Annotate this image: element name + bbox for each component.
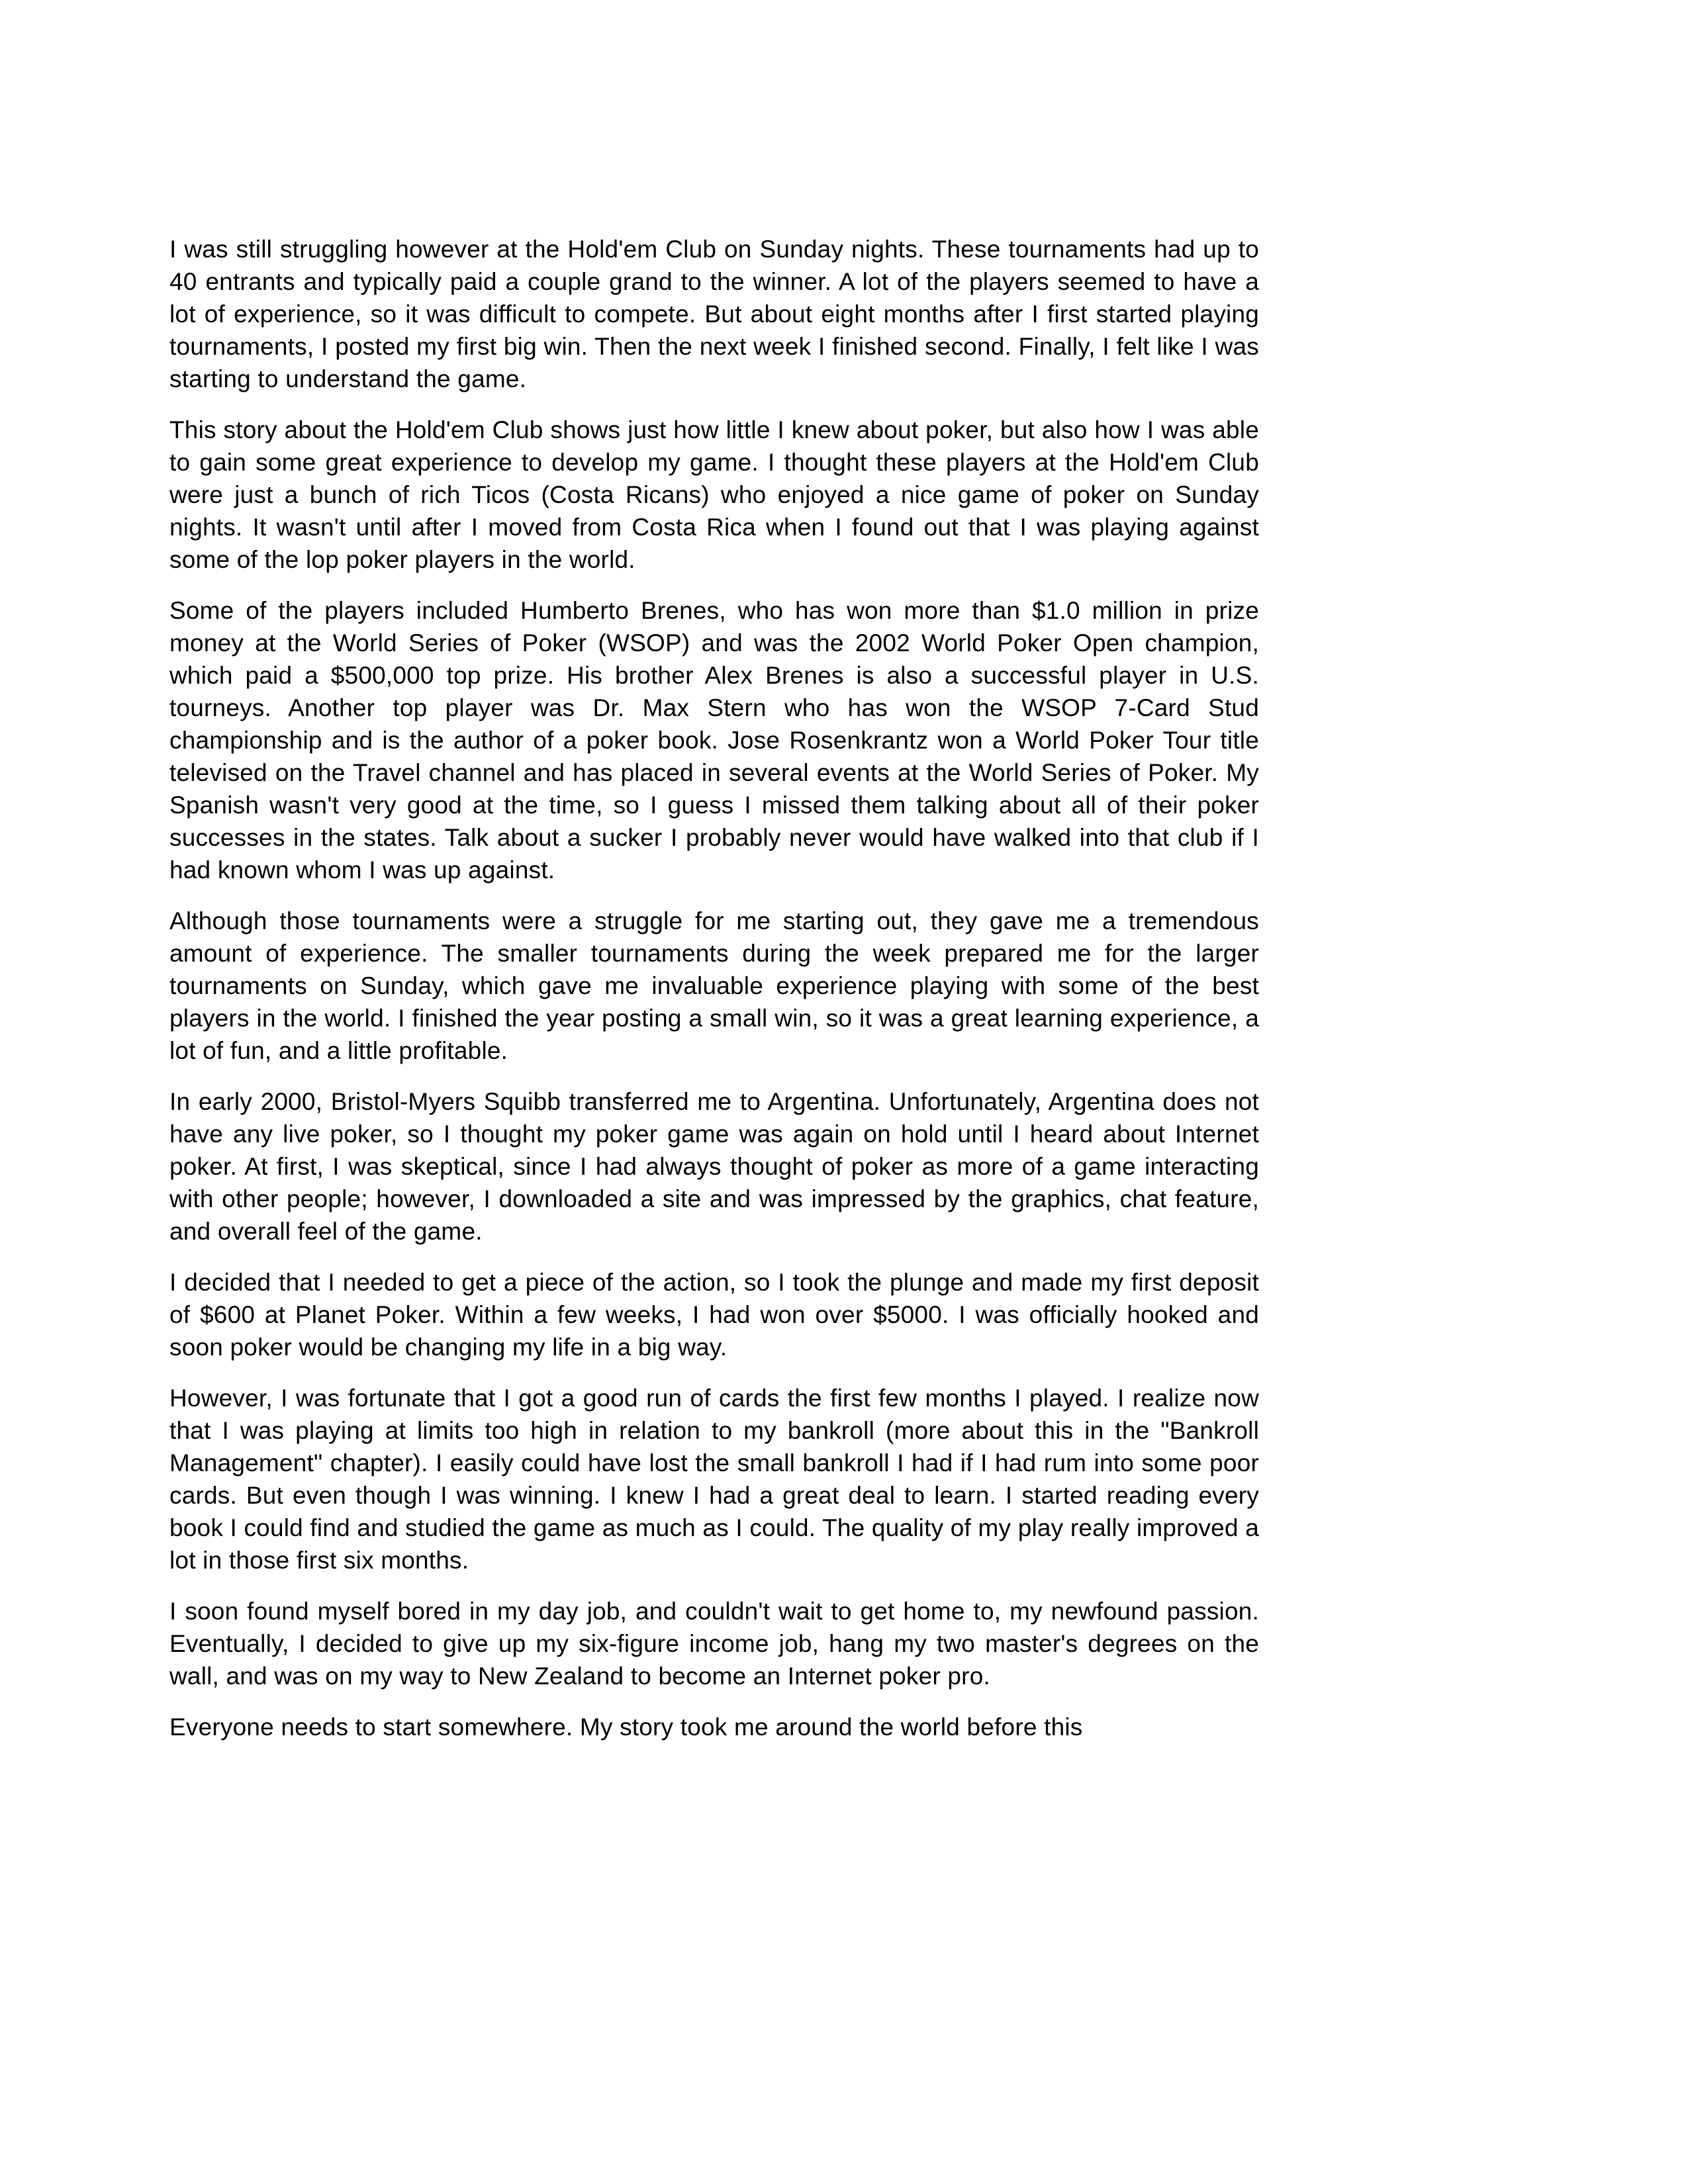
paragraph: This story about the Hold'em Club shows just how little I knew about poker, but also how I was able to gain some great experience to develop my game. I thought these players at the Hold'em Club were just a bunch of rich Ticos (Costa Ricans) who enjoyed a nice game of poker on Sunday nights. It wasn't until after I moved from Costa Rica when I found out that I was playing against some of the lop poker players in the world. — [169, 416, 1259, 573]
paragraph: I soon found myself bored in my day job, and couldn't wait to get home to, my newfound passion. Eventually, I decided to give up my six-figure income job, hang my two master's degrees on the wall, and was on my way to New Zealand to become an Internet poker pro. — [169, 1598, 1259, 1690]
paragraph: In early 2000, Bristol-Myers Squibb transferred me to Argentina. Unfortunately, Argentina does not have any live poker, so I thought my poker game was again on hold until I heard about Internet poker. At first, I was skeptical, since I had always thought of poker as more of a game interacting with other people; however, I downloaded a site and was impressed by the graphics, chat feature, and overall feel of the game. — [169, 1088, 1259, 1245]
paragraph: Although those tournaments were a struggle for me starting out, they gave me a tremendous amount of experience. The smaller tournaments during the week prepared me for the larger tournaments on Sunday, which gave me invaluable experience playing with some of the best players in the world. I finished the year posting a small win, so it was a great learning experience, a lot of fun, and a little profitable. — [169, 907, 1259, 1064]
text-column — [169, 233, 1259, 1762]
paragraph: Some of the players included Humberto Brenes, who has won more than $1.0 million in prize money at the World Series of Poker (WSOP) and was the 2002 World Poker Open champion, which paid a $500,000 top prize. His brother Alex Brenes is also a successful player in U.S. tourneys. Another top player was Dr. Max Stern who has won the WSOP 7-Card Stud championship and is the author of a poker book. Jose Rosenkrantz won a World Poker Tour title televised on the Travel channel and has placed in several events at the World Series of Poker. My Spanish wasn't very good at the time, so I guess I missed them talking about all of their poker successes in the states. Talk about a sucker I probably never would have walked into that club if I had known whom I was up against. — [169, 597, 1259, 884]
paragraph: However, I was fortunate that I got a good run of cards the first few months I played. I realize now that I was playing at limits too high in relation to my bankroll (more about this in the "Bankroll Management" chapter). I easily could have lost the small bankroll I had if I had rum into some poor cards. But even though I was winning. I knew I had a great deal to learn. I started reading every book I could find and studied the game as much as I could. The quality of my play really improved a lot in those first six months. — [169, 1385, 1259, 1574]
paragraph: I was still struggling however at the Hold'em Club on Sunday nights. These tournaments had up to 40 entrants and typically paid a couple grand to the winner. A lot of the players seemed to have a lot of experience, so it was difficult to compete. But about eight months after I first started playing tournaments, I posted my first big win. Then the next week I finished second. Finally, I felt like I was starting to understand the game. — [169, 236, 1259, 392]
paragraph: I decided that I needed to get a piece of the action, so I took the plunge and made my first deposit of $600 at Planet Poker. Within a few weeks, I had won over $5000. I was officially hooked and soon poker would be changing my life in a big way. — [169, 1269, 1259, 1361]
paragraph: Everyone needs to start somewhere. My story took me around the world before this — [169, 1713, 1083, 1741]
